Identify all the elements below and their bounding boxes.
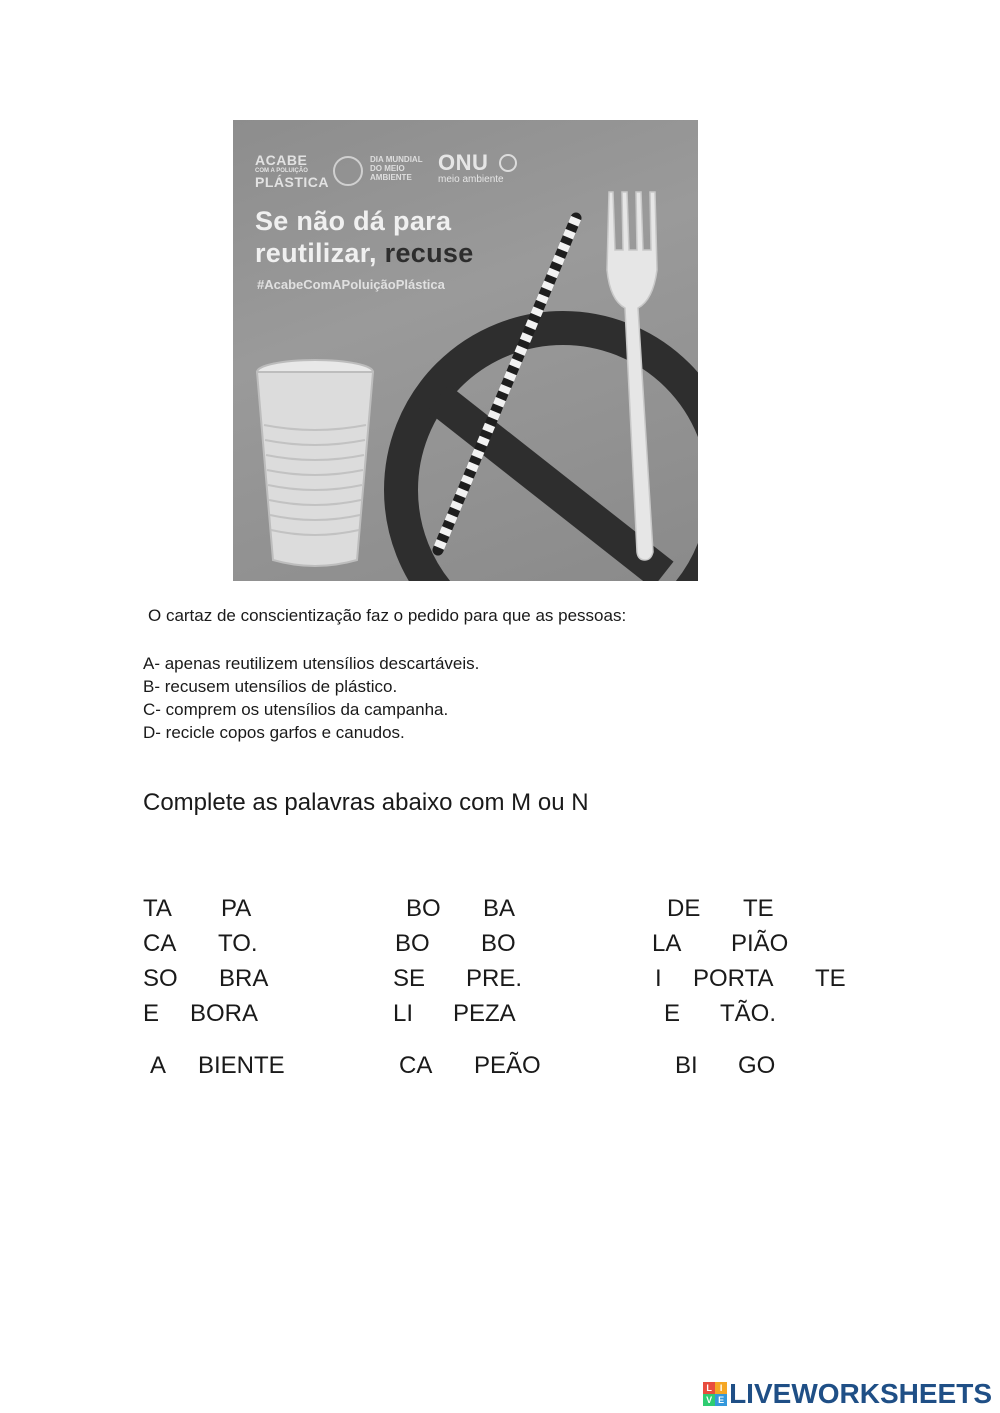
liveworksheets-wordmark: LIVEWORKSHEETS <box>729 1378 992 1409</box>
prohibition-bar <box>438 398 663 575</box>
world-environment-day-seal-icon <box>333 156 363 186</box>
onu-emblem-icon <box>499 154 517 172</box>
word-fragment: PEÃO <box>474 1052 541 1079</box>
word-fragment: I <box>655 965 662 992</box>
word-fragment: PIÃO <box>731 930 789 957</box>
acabe-logo: ACABE COM A POLUIÇÃO PLÁSTICA <box>255 152 329 190</box>
word-fragment: PORTA <box>693 965 774 992</box>
word-fragment: TA <box>143 895 172 922</box>
word-fragment: PA <box>221 895 252 922</box>
liveworksheets-logo-icon: L I V E <box>703 1382 727 1406</box>
word-fragment: A <box>150 1052 167 1079</box>
word-fragment: TE <box>743 895 774 922</box>
word-fragment: PEZA <box>453 1000 516 1027</box>
option-d: D- recicle copos garfos e canudos. <box>143 723 405 742</box>
liveworksheets-logo <box>703 1378 992 1410</box>
word-fragment: BIENTE <box>198 1052 285 1079</box>
onu-logo: ONU meio ambiente <box>438 150 504 185</box>
word-fragment: E <box>664 1000 681 1027</box>
word-fragment: BA <box>483 895 516 922</box>
word-fragment: BO <box>395 930 430 957</box>
poster-headline-line2: reutilizar, recuse <box>255 238 474 268</box>
word-fragment: TO. <box>218 930 258 957</box>
question-intro: O cartaz de conscientização faz o pedido para que as pessoas: <box>148 606 627 625</box>
poster-headline-line1: Se não dá para <box>255 206 452 236</box>
poster-hashtag: #AcabeComAPoluiçãoPlástica <box>257 277 445 292</box>
word-fragment: LI <box>393 1000 414 1027</box>
word-fragment: GO <box>738 1052 776 1079</box>
world-environment-day-label: DIA MUNDIAL DO MEIO AMBIENTE <box>370 155 423 182</box>
word-fragment: CA <box>399 1052 433 1079</box>
word-fragment: E <box>143 1000 160 1027</box>
word-fragment: PRE. <box>466 965 523 992</box>
plastic-cup-icon <box>257 360 373 566</box>
option-c: C- comprem os utensílios da campanha. <box>143 700 449 719</box>
word-fragment: CA <box>143 930 177 957</box>
campaign-poster <box>233 120 698 581</box>
option-b: B- recusem utensílios de plástico. <box>143 677 398 696</box>
word-fragment: SE <box>393 965 426 992</box>
exercise-instruction: Complete as palavras abaixo com M ou N <box>143 789 589 816</box>
word-fragment: BI <box>675 1052 698 1079</box>
option-a: A- apenas reutilizem utensílios descartáveis. <box>143 654 480 673</box>
word-fragment: BO <box>406 895 441 922</box>
word-fragment: BORA <box>190 1000 259 1027</box>
word-fragment: TÃO. <box>720 1000 777 1027</box>
word-fragment: LA <box>652 930 682 957</box>
word-fragment: BO <box>481 930 516 957</box>
word-fragment: TE <box>815 965 846 992</box>
word-fragment: BRA <box>219 965 269 992</box>
plastic-fork-icon <box>607 192 657 560</box>
word-fragment: SO <box>143 965 178 992</box>
word-fragment: DE <box>667 895 701 922</box>
